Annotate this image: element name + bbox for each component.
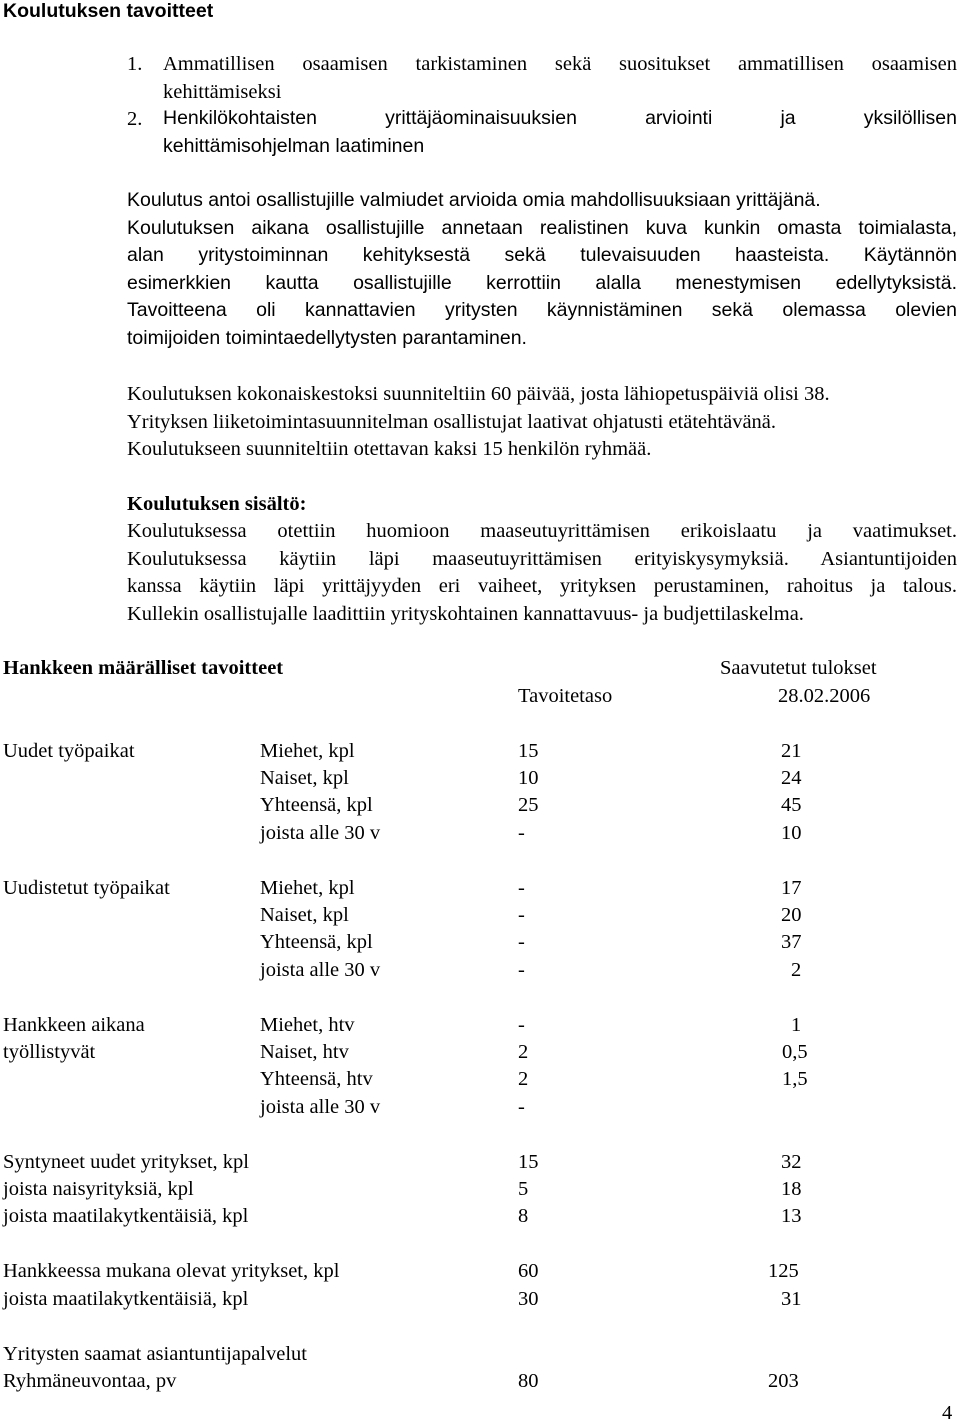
row-result-value: 1,5 bbox=[782, 1068, 808, 1090]
content-heading: Koulutuksen sisältö: bbox=[127, 493, 307, 515]
row-item-label: Naiset, htv bbox=[260, 1041, 349, 1063]
content-paragraph bbox=[127, 521, 957, 631]
intro-line: Tavoitteena oli kannattavien yritysten käynnistäminen sekä olemassa olevien bbox=[127, 299, 957, 321]
row-item-label: Yhteensä, htv bbox=[260, 1068, 373, 1090]
row-target-value: 2 bbox=[518, 1041, 529, 1063]
row-result-value: 45 bbox=[781, 794, 802, 816]
row-target-value: 15 bbox=[518, 1151, 539, 1173]
row-group-label: joista maatilakytkentäisiä, kpl bbox=[3, 1288, 249, 1310]
row-item-label: Yhteensä, kpl bbox=[260, 931, 373, 953]
content-line: Koulutuksessa otettiin huomioon maaseutuyrittämisen erikoislaatu ja vaatimukset. bbox=[127, 520, 957, 542]
content-line: Kullekin osallistujalle laadittiin yrityskohtainen kannattavuus- ja budjettilaskelma. bbox=[127, 602, 804, 625]
row-result-value: 24 bbox=[781, 767, 802, 789]
row-target-value: - bbox=[518, 1014, 525, 1036]
row-group-label: Syntyneet uudet yritykset, kpl bbox=[3, 1151, 249, 1173]
row-group-label: Uudistetut työpaikat bbox=[3, 877, 170, 899]
duration-line: Yrityksen liiketoimintasuunnitelman osallistujat laativat ohjatusti etätehtävänä. bbox=[127, 410, 777, 433]
intro-line: Koulutuksen aikana osallistujille annetaan realistinen kuva kunkin omasta toimialasta, bbox=[127, 216, 957, 239]
row-target-value: - bbox=[518, 959, 525, 981]
row-target-value: 5 bbox=[518, 1178, 529, 1200]
target-header: Tavoitetaso bbox=[518, 685, 613, 707]
row-result-value: 13 bbox=[781, 1205, 802, 1227]
row-result-value: 37 bbox=[781, 931, 802, 953]
row-target-value: - bbox=[518, 822, 525, 844]
row-target-value: 25 bbox=[518, 794, 539, 816]
row-target-value: - bbox=[518, 931, 525, 953]
row-result-value: 0,5 bbox=[782, 1041, 808, 1063]
row-item-label: joista alle 30 v bbox=[260, 959, 381, 981]
goal-2-line-1: Henkilökohtaisten yrittäjäominaisuuksien arviointi ja yksilöllisen bbox=[163, 107, 957, 129]
row-target-value: - bbox=[518, 877, 525, 899]
row-result-value: 17 bbox=[781, 877, 802, 899]
row-result-value: 125 bbox=[768, 1260, 799, 1282]
goal-1-line-2: kehittämiseksi bbox=[163, 80, 282, 103]
page-number: 4 bbox=[942, 1402, 953, 1424]
row-result-value: 18 bbox=[781, 1178, 802, 1200]
row-result-value: 20 bbox=[781, 904, 802, 926]
row-group-label: Hankkeessa mukana olevat yritykset, kpl bbox=[3, 1260, 340, 1282]
row-group-label: työllistyvät bbox=[3, 1041, 96, 1063]
page-heading: Koulutuksen tavoitteet bbox=[3, 0, 214, 22]
row-item-label: Naiset, kpl bbox=[260, 904, 349, 926]
row-target-value: 80 bbox=[518, 1370, 539, 1392]
goal-number-1: 1. bbox=[127, 53, 143, 75]
duration-line: Koulutuksen kokonaiskestoksi suunniteltiin 60 päivää, josta lähiopetuspäiviä olisi 38. bbox=[127, 383, 830, 405]
intro-paragraph bbox=[127, 191, 957, 356]
row-result-value: 203 bbox=[768, 1370, 799, 1392]
row-result-value: 1 bbox=[791, 1014, 802, 1036]
intro-line: alan yritystoiminnan kehityksestä sekä tulevaisuuden haasteista. Käytännön bbox=[127, 244, 957, 266]
row-item-label: Miehet, kpl bbox=[260, 740, 355, 762]
row-result-value: 10 bbox=[781, 822, 802, 844]
date-header: 28.02.2006 bbox=[778, 685, 871, 707]
row-target-value: - bbox=[518, 1096, 525, 1118]
row-group-label: Uudet työpaikat bbox=[3, 740, 135, 762]
row-target-value: 2 bbox=[518, 1068, 529, 1090]
row-group-label: Ryhmäneuvontaa, pv bbox=[3, 1370, 177, 1392]
row-target-value: 15 bbox=[518, 740, 539, 762]
content-line: kanssa käytiin läpi yrittäjyyden eri vaiheet, yrityksen perustaminen, rahoitus ja talous. bbox=[127, 575, 957, 597]
row-target-value: 8 bbox=[518, 1205, 529, 1227]
row-group-label: Hankkeen aikana bbox=[3, 1014, 145, 1036]
duration-paragraph bbox=[127, 384, 830, 467]
goal-item-2 bbox=[163, 109, 957, 164]
intro-line: esimerkkien kautta osallistujille kerrottiin alalla menestymisen edellytyksistä. bbox=[127, 271, 957, 294]
row-target-value: 60 bbox=[518, 1260, 539, 1282]
goal-item-1 bbox=[163, 54, 957, 109]
row-group-label: joista naisyrityksiä, kpl bbox=[3, 1178, 194, 1200]
row-item-label: joista alle 30 v bbox=[260, 822, 381, 844]
row-result-value: 21 bbox=[781, 740, 802, 762]
table-title: Hankkeen määrälliset tavoitteet bbox=[3, 657, 284, 679]
goal-1-line-1: Ammatillisen osaamisen tarkistaminen sekä suositukset ammatillisen osaamisen bbox=[163, 53, 957, 75]
results-header: Saavutetut tulokset bbox=[720, 657, 877, 679]
duration-line: Koulutukseen suunniteltiin otettavan kaksi 15 henkilön ryhmää. bbox=[127, 438, 652, 460]
content-line: Koulutuksessa käytiin läpi maaseutuyrittämisen erityiskysymyksiä. Asiantuntijoiden bbox=[127, 547, 957, 570]
row-item-label: joista alle 30 v bbox=[260, 1096, 381, 1118]
row-group-label: joista maatilakytkentäisiä, kpl bbox=[3, 1205, 249, 1227]
row-result-value: 31 bbox=[781, 1288, 802, 1310]
row-item-label: Miehet, kpl bbox=[260, 877, 355, 899]
row-group-label: Yritysten saamat asiantuntijapalvelut bbox=[3, 1343, 307, 1365]
row-target-value: - bbox=[518, 904, 525, 926]
intro-line: Koulutus antoi osallistujille valmiudet arvioida omia mahdollisuuksiaan yrittäjänä. bbox=[127, 189, 821, 211]
row-item-label: Miehet, htv bbox=[260, 1014, 355, 1036]
row-target-value: 30 bbox=[518, 1288, 539, 1310]
row-result-value: 32 bbox=[781, 1151, 802, 1173]
row-target-value: 10 bbox=[518, 767, 539, 789]
row-item-label: Naiset, kpl bbox=[260, 767, 349, 789]
goal-number-2: 2. bbox=[127, 108, 143, 130]
row-result-value: 2 bbox=[791, 959, 802, 981]
row-item-label: Yhteensä, kpl bbox=[260, 794, 373, 816]
goal-2-line-2: kehittämisohjelman laatiminen bbox=[163, 134, 425, 157]
intro-line: toimijoiden toimintaedellytysten parantaminen. bbox=[127, 326, 527, 349]
